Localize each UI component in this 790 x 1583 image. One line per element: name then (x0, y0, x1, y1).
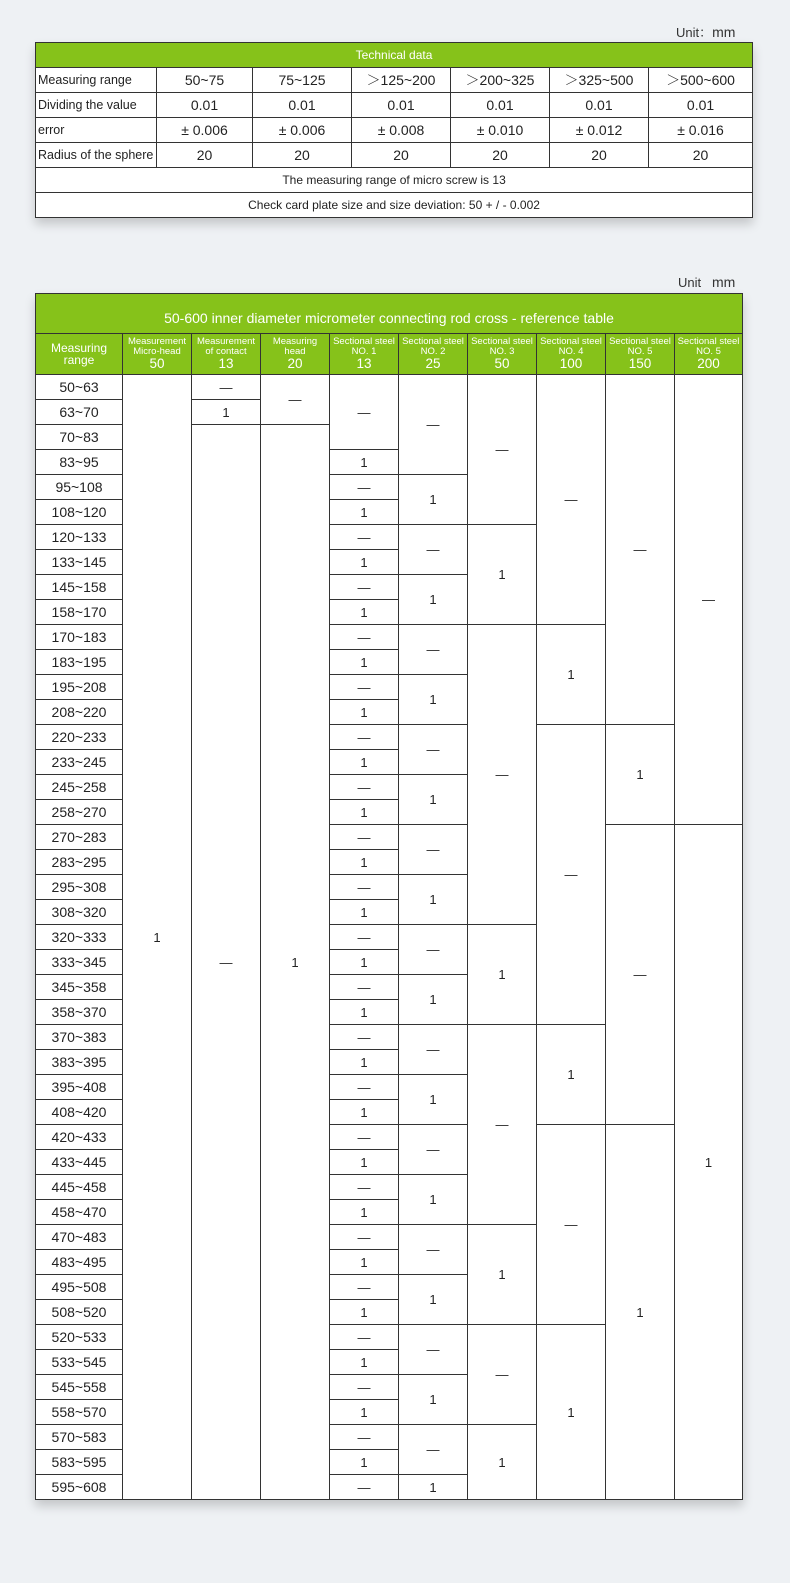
rod-count-cell: 1 (330, 900, 399, 925)
rod-count-cell: 1 (675, 825, 743, 1500)
rod-count-cell: 1 (330, 1000, 399, 1025)
range-cell: 420~433 (36, 1125, 123, 1150)
column-header (192, 334, 261, 375)
rod-count-cell: 1 (330, 1450, 399, 1475)
rod-count-cell: 1 (399, 1375, 468, 1425)
rod-count-cell: 1 (330, 1300, 399, 1325)
rod-count-cell: 1 (399, 1475, 468, 1500)
column-header (468, 334, 537, 375)
rod-count-cell: — (606, 825, 675, 1125)
rod-count-cell: 1 (330, 1350, 399, 1375)
range-cell: 245~258 (36, 775, 123, 800)
range-cell: 63~70 (36, 400, 123, 425)
unit-value: mm (712, 24, 736, 40)
rod-count-cell: — (399, 1325, 468, 1375)
range-cell: 158~170 (36, 600, 123, 625)
spec-row-label: error (36, 118, 157, 143)
range-cell: 283~295 (36, 850, 123, 875)
column-header-size: 13 (218, 356, 234, 372)
technical-data-title: Technical data (36, 43, 753, 68)
rod-count-cell: — (330, 1475, 399, 1500)
rod-count-cell: — (399, 375, 468, 475)
range-cell: 458~470 (36, 1200, 123, 1225)
rod-count-cell: — (399, 725, 468, 775)
column-header-size: 100 (559, 356, 583, 372)
rod-count-cell: 1 (537, 1325, 606, 1500)
rod-count-cell: 1 (330, 1050, 399, 1075)
column-header-size: 13 (356, 356, 372, 372)
range-cell: 258~270 (36, 800, 123, 825)
spec-value: ± 0.012 (550, 118, 649, 143)
range-cell: 83~95 (36, 450, 123, 475)
column-header (123, 334, 192, 375)
spec-value: 50~75 (157, 68, 253, 93)
rod-count-cell: — (537, 1125, 606, 1325)
micro-screw-note: The measuring range of micro screw is 13 (36, 168, 753, 193)
rod-count-cell: 1 (399, 475, 468, 525)
range-cell: 583~595 (36, 1450, 123, 1475)
column-header-name: Measurement of contact (196, 336, 256, 358)
spec-value: 0.01 (157, 93, 253, 118)
rod-count-cell: — (399, 925, 468, 975)
rod-count-cell: 1 (468, 925, 537, 1025)
spec-row (36, 93, 753, 118)
rod-count-cell: 1 (537, 625, 606, 725)
range-cell: 270~283 (36, 825, 123, 850)
range-cell: 133~145 (36, 550, 123, 575)
column-header-size: range (63, 353, 95, 367)
rod-count-cell: — (330, 1075, 399, 1100)
rod-count-cell: — (330, 625, 399, 650)
rod-count-cell: 1 (468, 525, 537, 625)
rod-count-cell: — (330, 1175, 399, 1200)
rod-count-cell: — (537, 375, 606, 625)
range-cell: 308~320 (36, 900, 123, 925)
column-header-size: 25 (425, 356, 441, 372)
range-cell: 95~108 (36, 475, 123, 500)
spec-value: 20 (451, 143, 550, 168)
rod-count-cell: 1 (606, 1125, 675, 1500)
range-cell: 470~483 (36, 1225, 123, 1250)
rod-count-cell: 1 (399, 875, 468, 925)
spec-value: ± 0.006 (157, 118, 253, 143)
rod-count-cell: — (261, 375, 330, 425)
rod-count-cell: 1 (330, 500, 399, 525)
rod-count-cell: — (399, 1025, 468, 1075)
rod-count-cell: — (399, 1125, 468, 1175)
rod-count-cell: — (330, 775, 399, 800)
rod-count-cell: 1 (330, 950, 399, 975)
rod-count-cell: 1 (330, 800, 399, 825)
spec-value: 0.01 (550, 93, 649, 118)
rod-count-cell: 1 (330, 1150, 399, 1175)
spec-value: 20 (253, 143, 352, 168)
spec-value: 20 (649, 143, 753, 168)
spec-value: ＞125~200 (352, 68, 451, 93)
range-cell: 145~158 (36, 575, 123, 600)
range-cell: 433~445 (36, 1150, 123, 1175)
connecting-rod-table (35, 293, 743, 1500)
card-plate-note: Check card plate size and size deviation: 50 + / - 0.002 (36, 193, 753, 218)
rod-count-cell: — (330, 975, 399, 1000)
spec-value: ＞500~600 (649, 68, 753, 93)
column-header-size: 50 (494, 356, 510, 372)
spec-value: 0.01 (352, 93, 451, 118)
column-header (261, 334, 330, 375)
spec-row-label: Dividing the value (36, 93, 157, 118)
rod-count-cell: — (399, 525, 468, 575)
spec-value: ± 0.008 (352, 118, 451, 143)
column-header-size: 200 (697, 356, 720, 372)
rod-count-cell: — (330, 1375, 399, 1400)
column-header (399, 334, 468, 375)
column-header (537, 334, 606, 375)
range-cell: 170~183 (36, 625, 123, 650)
rod-count-cell: 1 (537, 1025, 606, 1125)
rod-count-cell: 1 (399, 575, 468, 625)
unit-label-bottom (678, 274, 735, 290)
reference-table-title: 50-600 inner diameter micrometer connecting rod cross - reference table (36, 294, 743, 334)
range-cell: 545~558 (36, 1375, 123, 1400)
range-cell: 50~63 (36, 375, 123, 400)
rod-count-cell: — (192, 375, 261, 400)
table-row (36, 375, 743, 400)
spec-value: ＞200~325 (451, 68, 550, 93)
range-cell: 320~333 (36, 925, 123, 950)
unit-label-text: Unit (678, 275, 702, 290)
rod-count-cell: — (399, 625, 468, 675)
rod-count-cell: 1 (606, 725, 675, 825)
rod-count-cell: — (468, 625, 537, 925)
range-cell: 520~533 (36, 1325, 123, 1350)
column-header-name: Sectional steel NO. 5 (609, 336, 671, 358)
spec-value: 20 (550, 143, 649, 168)
rod-count-cell: — (606, 375, 675, 725)
rod-count-cell: — (330, 725, 399, 750)
rod-count-cell: — (675, 375, 743, 825)
range-cell: 383~395 (36, 1050, 123, 1075)
range-cell: 595~608 (36, 1475, 123, 1500)
rod-count-cell: 1 (399, 1075, 468, 1125)
spec-value: 0.01 (451, 93, 550, 118)
rod-count-cell: — (330, 375, 399, 450)
rod-count-cell: — (468, 375, 537, 525)
column-header (330, 334, 399, 375)
column-header-name: Measuring (50, 341, 108, 355)
rod-count-cell: — (330, 675, 399, 700)
rod-count-cell: 1 (468, 1225, 537, 1325)
range-cell: 508~520 (36, 1300, 123, 1325)
range-cell: 295~308 (36, 875, 123, 900)
column-header-name: Sectional steel NO. 3 (471, 336, 533, 358)
range-cell: 370~383 (36, 1025, 123, 1050)
rod-count-cell: — (330, 1025, 399, 1050)
range-cell: 395~408 (36, 1075, 123, 1100)
range-cell: 495~508 (36, 1275, 123, 1300)
range-cell: 533~545 (36, 1350, 123, 1375)
spec-row (36, 143, 753, 168)
rod-count-cell: 1 (330, 1250, 399, 1275)
spec-value: 20 (352, 143, 451, 168)
rod-count-cell: 1 (330, 1200, 399, 1225)
column-header-size: 150 (628, 356, 652, 372)
rod-count-cell: 1 (330, 450, 399, 475)
spec-value: 0.01 (649, 93, 753, 118)
rod-count-cell: — (330, 1275, 399, 1300)
unit-value: mm (711, 274, 736, 290)
column-header-name: Measurement Micro-head (127, 336, 187, 358)
spec-value: ＞325~500 (550, 68, 649, 93)
spec-row (36, 68, 753, 93)
rod-count-cell: 1 (468, 1425, 537, 1500)
range-cell: 333~345 (36, 950, 123, 975)
rod-count-cell: — (330, 575, 399, 600)
rod-count-cell: 1 (399, 975, 468, 1025)
rod-count-cell: — (330, 825, 399, 850)
rod-count-cell: 1 (330, 700, 399, 725)
unit-label-top (676, 22, 735, 41)
range-cell: 208~220 (36, 700, 123, 725)
range-cell: 183~195 (36, 650, 123, 675)
rod-count-cell: 1 (261, 425, 330, 1500)
rod-count-cell: — (330, 525, 399, 550)
rod-count-cell: — (330, 875, 399, 900)
rod-count-cell: — (468, 1325, 537, 1425)
column-header (36, 334, 123, 375)
spec-value: ± 0.006 (253, 118, 352, 143)
range-cell: 570~583 (36, 1425, 123, 1450)
rod-count-cell: 1 (192, 400, 261, 425)
rod-count-cell: 1 (330, 650, 399, 675)
spec-row-label: Measuring range (36, 68, 157, 93)
range-cell: 108~120 (36, 500, 123, 525)
column-header-name: Sectional steel NO. 2 (402, 336, 464, 358)
column-header-name: Measuring head (272, 336, 318, 358)
rod-count-cell: 1 (399, 1175, 468, 1225)
spec-row (36, 118, 753, 143)
rod-count-cell: 1 (330, 850, 399, 875)
rod-count-cell: — (192, 425, 261, 1500)
rod-count-cell: — (330, 1325, 399, 1350)
spec-value: 20 (157, 143, 253, 168)
unit-label-text: Unit： (676, 25, 713, 40)
rod-count-cell: — (330, 1225, 399, 1250)
rod-count-cell: — (399, 1225, 468, 1275)
range-cell: 70~83 (36, 425, 123, 450)
rod-count-cell: 1 (330, 1400, 399, 1425)
rod-count-cell: — (399, 1425, 468, 1475)
rod-count-cell: 1 (330, 750, 399, 775)
column-header-name: Sectional steel NO. 1 (333, 336, 395, 358)
rod-count-cell: — (330, 475, 399, 500)
column-header (675, 334, 743, 375)
range-cell: 220~233 (36, 725, 123, 750)
range-cell: 233~245 (36, 750, 123, 775)
rod-count-cell: — (537, 725, 606, 1025)
rod-count-cell: 1 (399, 675, 468, 725)
range-cell: 345~358 (36, 975, 123, 1000)
column-header-size: 50 (149, 356, 165, 372)
column-header-name: Sectional steel NO. 5 (677, 336, 740, 358)
rod-count-cell: 1 (330, 600, 399, 625)
rod-count-cell: — (330, 925, 399, 950)
technical-data-table (35, 42, 753, 218)
range-cell: 558~570 (36, 1400, 123, 1425)
rod-count-cell: 1 (123, 375, 192, 1500)
rod-count-cell: — (330, 1425, 399, 1450)
column-header-name: Sectional steel NO. 4 (540, 336, 602, 358)
rod-count-cell: 1 (330, 550, 399, 575)
rod-count-cell: — (399, 825, 468, 875)
spec-value: 75~125 (253, 68, 352, 93)
column-header (606, 334, 675, 375)
range-cell: 120~133 (36, 525, 123, 550)
spec-value: ± 0.016 (649, 118, 753, 143)
range-cell: 483~495 (36, 1250, 123, 1275)
rod-count-cell: — (330, 1125, 399, 1150)
spec-value: 0.01 (253, 93, 352, 118)
rod-count-cell: 1 (399, 775, 468, 825)
spec-value: ± 0.010 (451, 118, 550, 143)
rod-count-cell: — (468, 1025, 537, 1225)
rod-count-cell: 1 (330, 1100, 399, 1125)
range-cell: 445~458 (36, 1175, 123, 1200)
range-cell: 195~208 (36, 675, 123, 700)
range-cell: 358~370 (36, 1000, 123, 1025)
column-header-size: 20 (287, 356, 303, 372)
range-cell: 408~420 (36, 1100, 123, 1125)
rod-count-cell: 1 (399, 1275, 468, 1325)
spec-row-label: Radius of the sphere (36, 143, 157, 168)
